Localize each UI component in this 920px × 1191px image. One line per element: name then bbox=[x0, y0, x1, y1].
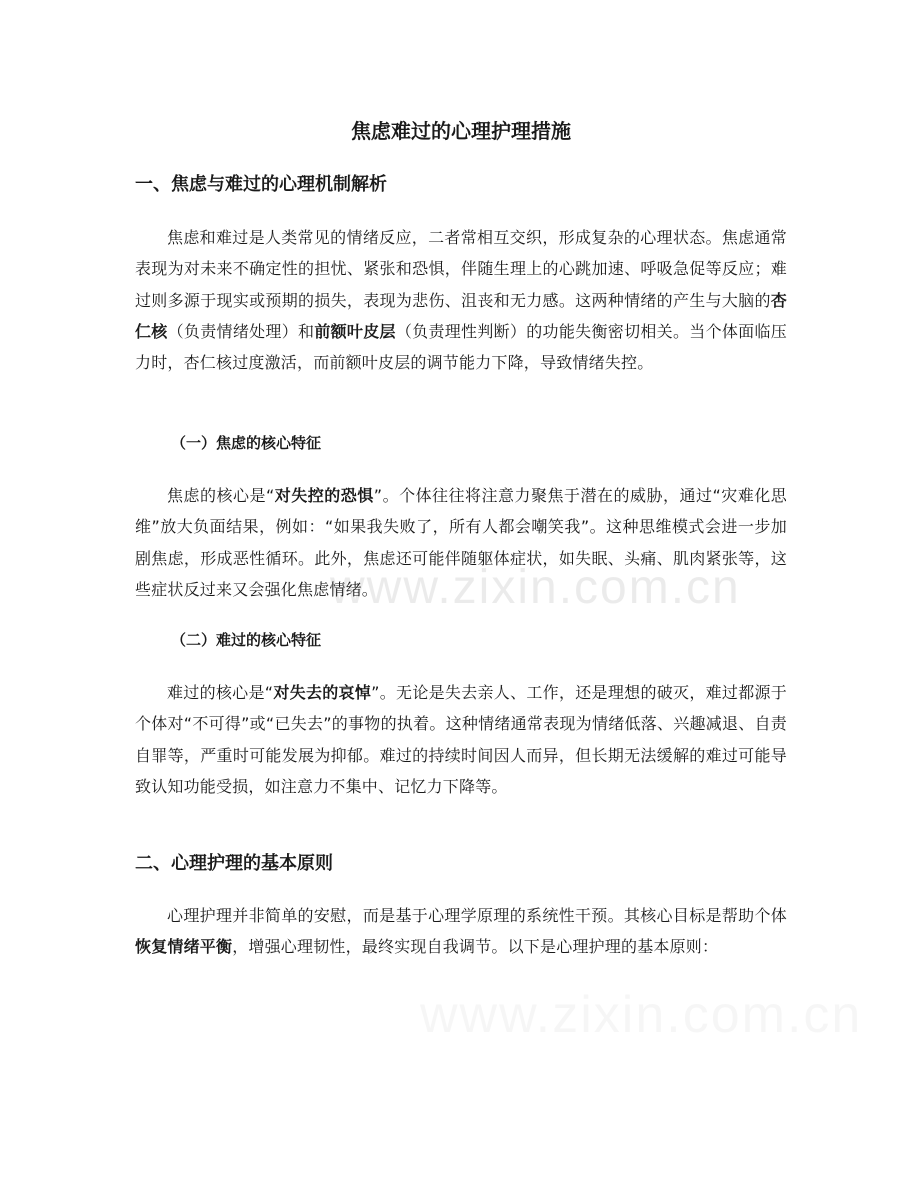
section2-paragraph bbox=[135, 900, 787, 963]
bold-term-mourning-loss: 对失去的哀悼 bbox=[273, 683, 372, 702]
text-run: 焦虑的核心是“ bbox=[167, 486, 275, 505]
text-run: ”。个体往往将注意力聚焦于潜在的威胁，通过“灾难化思维”放大负面结果，例如：“如果我失败了，所有人都会嘲笑我”。这种思维模式会进一步加剧焦虑，形成恶性循环。此外，焦虑还可能伴随躯体症状，如失眠、头痛、肌肉紧张等，这些症状反过来又会强化焦虑情绪。 bbox=[135, 486, 788, 599]
text-run: （负责情绪处理）和 bbox=[167, 321, 315, 341]
bold-term-amygdala: 杏仁核 bbox=[135, 290, 787, 341]
bold-term-prefrontal-cortex: 前额叶皮层 bbox=[314, 321, 396, 341]
text-run: 焦虑和难过是人类常见的情绪反应，二者常相互交织，形成复杂的心理状态。焦虑通常表现为对未来不确定性的担忧、紧张和恐惧，伴随生理上的心跳加速、呼吸急促等反应；难过则多源于现实或预期的损失，表现为悲伤、沮丧和无力感。这两种情绪的产生与大脑的 bbox=[135, 228, 787, 310]
text-run: ”。无论是失去亲人、工作，还是理想的破灭，难过都源于个体对“不可得”或“已失去”的事物的执着。这种情绪通常表现为情绪低落、兴趣减退、自责自罪等，严重时可能发展为抑郁。难过的持续时间因人而异，但长期无法缓解的难过可能导致认知功能受损，如注意力不集中、记忆力下降等。 bbox=[135, 683, 787, 796]
section1-paragraph bbox=[135, 222, 787, 378]
document-title: 焦虑难过的心理护理措施 bbox=[351, 119, 571, 143]
subsection2-paragraph bbox=[135, 677, 787, 802]
bold-term-fear-of-losing-control: 对失控的恐惧 bbox=[274, 486, 374, 505]
text-run: 心理护理并非简单的安慰，而是基于心理学原理的系统性干预。其核心目标是帮助个体 bbox=[167, 906, 787, 925]
subsection-heading-2: （二）难过的核心特征 bbox=[171, 631, 322, 649]
bold-term-restore-balance: 恢复情绪平衡 bbox=[135, 937, 233, 957]
text-run: （负责理性判断）的功能失衡密切相关。当个体面临压力时，杏仁核过度激活，而前额叶皮层的调节能力下降，导致情绪失控。 bbox=[135, 321, 787, 373]
section-heading-2: 二、心理护理的基本原则 bbox=[135, 853, 333, 874]
text-run: ，增强心理韧性，最终实现自我调节。以下是心理护理的基本原则： bbox=[232, 937, 719, 957]
text-run: 难过的核心是“ bbox=[167, 683, 274, 702]
subsection1-paragraph bbox=[135, 480, 787, 605]
watermark-faint bbox=[420, 985, 862, 1045]
subsection-heading-1: （一）焦虑的核心特征 bbox=[171, 434, 322, 452]
section-heading-1: 一、焦虑与难过的心理机制解析 bbox=[135, 174, 387, 195]
watermark: www.zixin.com.cn bbox=[330, 561, 741, 614]
